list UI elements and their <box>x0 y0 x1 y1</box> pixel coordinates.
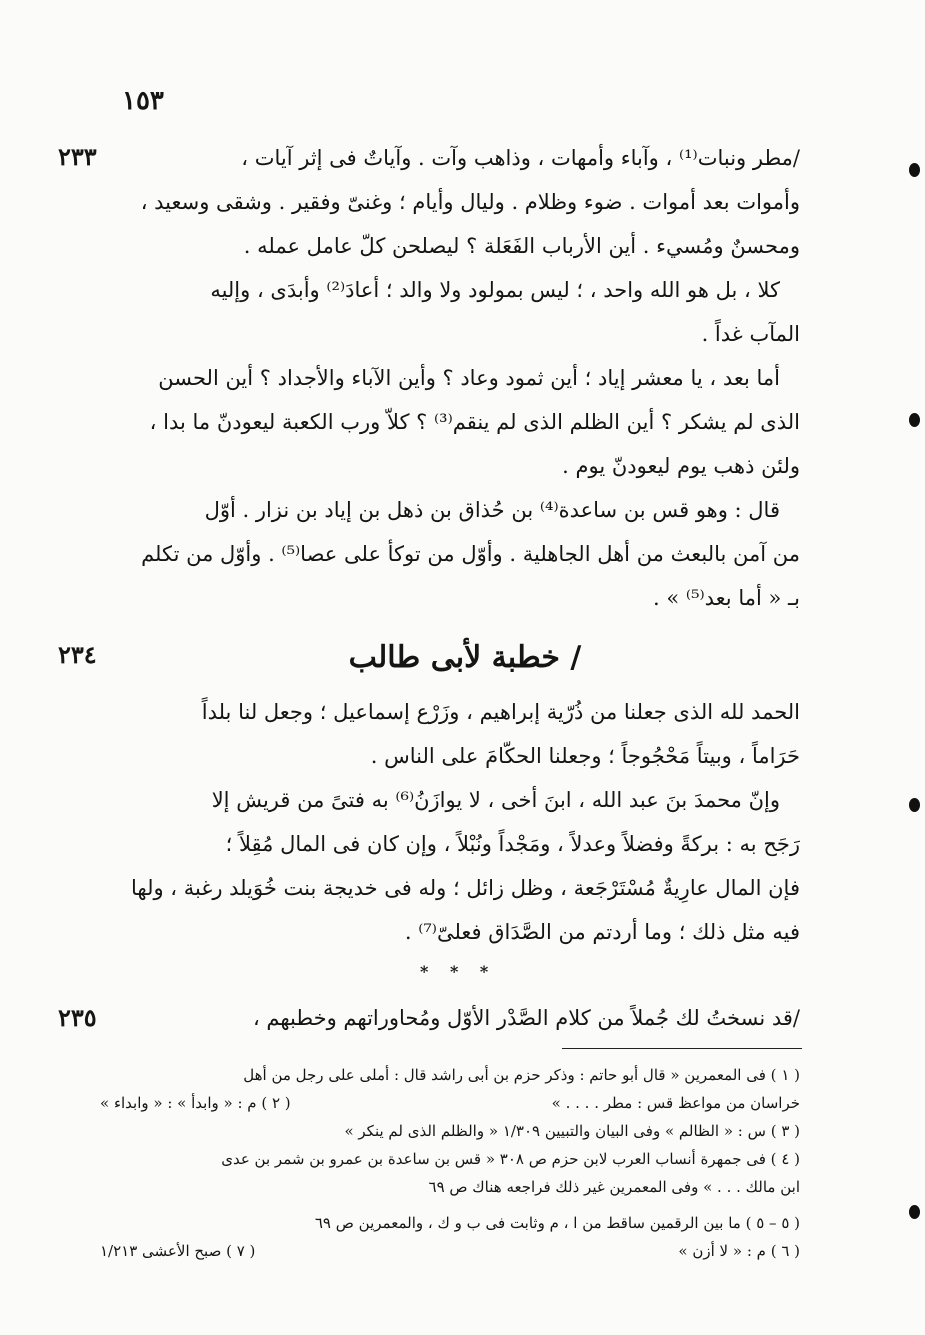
text-line: الذى لم يشكر ؟ أين الظلم الذى لم ينقم⁽³⁾ ؟ كلاّ ورب الكعبة ليعودنّ ما بدا ، <box>149 410 800 434</box>
footnote-4: ( ٤ ) فى جمهرة أنساب العرب لابن حزم ص ٣٠٨ « قس بن ساعدة بن عمرو بن شمر بن عدى <box>221 1150 800 1168</box>
margin-number-235: ٢٣٥ <box>58 1003 97 1032</box>
section-heading: / خطبة لأبى طالب <box>348 640 582 675</box>
footnote-6: ( ٦ ) م : « لا أزن » <box>678 1242 800 1260</box>
text-line: ومحسنٌ ومُسيء . أين الأرباب الفَعَلة ؟ ليصلحن كلّ عامل عمله . <box>243 234 800 258</box>
margin-number-233: ٢٣٣ <box>58 142 97 171</box>
text-line: بـ « أما بعد⁽⁵⁾ » . <box>653 586 800 610</box>
text-line: وأموات بعد أموات . ضوء وظلام . وليال وأيام ؛ وغنىّ وفقير . وشقى وسعيد ، <box>140 190 800 214</box>
footnote-7: ( ٧ ) صبح الأعشى ١/٢١٣ <box>100 1242 256 1260</box>
footnote-2: ( ٢ ) م : « وابدأ » : « وابداء » <box>100 1094 291 1112</box>
footnote-rule <box>562 1048 802 1049</box>
text-line: حَرَاماً ، وبيتاً مَحْجُوجاً ؛ وجعلنا الحكّامَ على الناس . <box>370 744 800 768</box>
section-2-text <box>100 690 800 954</box>
footnote-1: ( ١ ) فى المعمرين « قال أبو حاتم : وذكر حزم بن أبى راشد قال : أملى على رجل من أهل <box>243 1066 800 1084</box>
binding-mark <box>909 798 920 812</box>
footnote-3: ( ٣ ) س : « الظالم » وفى البيان والتبيين ١/٣٠٩ « والظلم الذى لم ينكر » <box>344 1122 800 1140</box>
text-line: ولئن ذهب يوم ليعودنّ يوم . <box>562 454 800 478</box>
section-1-text <box>100 136 800 620</box>
text-line: وإنّ محمدَ بنَ عبد الله ، ابنَ أخى ، لا يوازَنُ⁽⁶⁾ به فتىً من قريش إلا <box>211 788 780 812</box>
page-number: ١٥٣ <box>122 86 164 116</box>
binding-mark <box>909 413 920 427</box>
footnote-5: ( ٥ – ٥ ) ما بين الرقمين ساقط من ا ، م وثابت فى ب و ك ، والمعمرين ص ٦٩ <box>314 1214 800 1232</box>
text-line: المآب غداً . <box>701 322 800 346</box>
margin-number-234: ٢٣٤ <box>58 640 97 669</box>
footnotes <box>100 1062 800 1266</box>
text-line: فإن المال عارِيةٌ مُسْتَرْجَعة ، وظل زائل ؛ وله فى خديجة بنت خُوَيلد رغبة ، ولها <box>131 876 800 900</box>
text-line: قال : وهو قس بن ساعدة⁽⁴⁾ بن حُذاق بن ذهل بن إياد بن نزار . أوّل <box>204 498 780 522</box>
text-line: /قد نسختُ لك جُملاً من كلام الصَّدْر الأوّل ومُحاوراتهم وخطبهم ، <box>252 1006 800 1030</box>
section-3-text <box>100 996 800 1040</box>
section-separator: * * * <box>420 962 497 981</box>
text-line: أما بعد ، يا معشر إياد ؛ أين ثمود وعاد ؟ وأين الآباء والأجداد ؟ أين الحسن <box>158 366 780 390</box>
text-line: فيه مثل ذلك ؛ وما أردتم من الصَّدَاق فعلىّ⁽⁷⁾ . <box>404 920 800 944</box>
text-line: من آمن بالبعث من أهل الجاهلية . وأوّل من توكأ على عصا⁽⁵⁾ . وأوّل من تكلم <box>141 542 800 566</box>
text-line: /مطر ونبات⁽¹⁾ ، وآباء وأمهات ، وذاهب وآت . وآياتٌ فى إثر آيات ، <box>241 146 800 170</box>
binding-mark <box>909 1205 920 1219</box>
footnote-1-cont: خراسان من مواعظ قس : مطر . . . . » <box>551 1094 800 1112</box>
footnote-row <box>100 1090 800 1118</box>
text-line: رَجَح به : بركةً وفضلاً وعدلاً ، ومَجْداً ونُبْلاً ، وإن كان فى المال مُقِلاً ؛ <box>225 832 800 856</box>
binding-mark <box>909 163 920 177</box>
footnote-row <box>100 1238 800 1266</box>
text-line: الحمد لله الذى جعلنا من ذُرّية إبراهيم ، وزَرْع إسماعيل ؛ وجعل لنا بلداً <box>201 700 800 724</box>
text-line: كلا ، بل هو الله واحد ، ؛ ليس بمولود ولا والد ؛ أعادَ⁽²⁾ وأبدَى ، وإليه <box>210 278 780 302</box>
footnote-4-cont: ابن مالك . . . » وفى المعمرين غير ذلك فراجعه هناك ص ٦٩ <box>428 1178 800 1196</box>
